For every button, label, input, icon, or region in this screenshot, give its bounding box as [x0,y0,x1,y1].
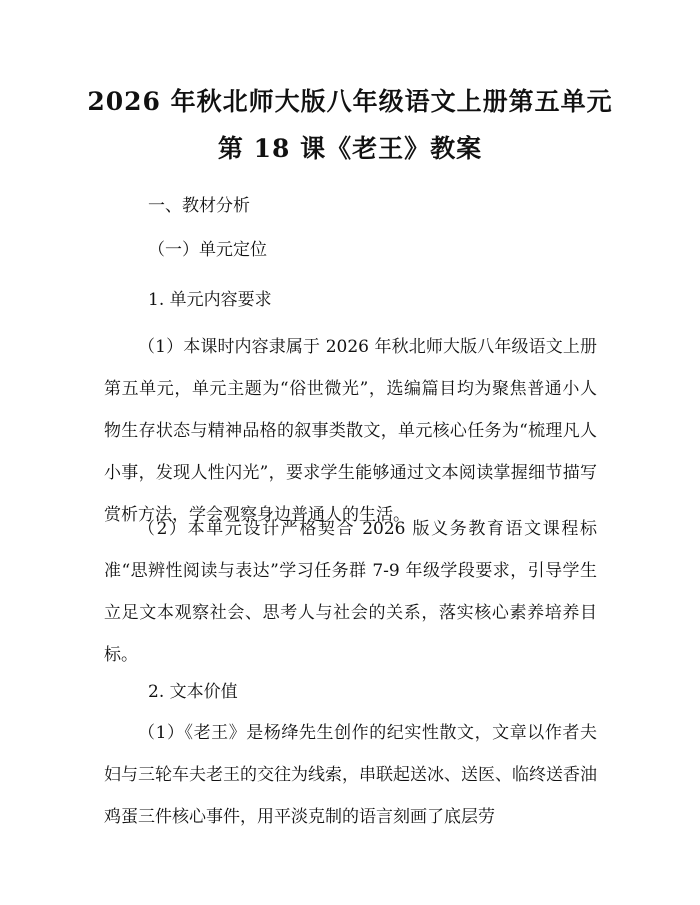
document-title-line-2: 第 18 课《老王》教案 [217,134,483,163]
item-heading-unit-content: 1. 单元内容要求 [148,290,272,310]
paragraph-text-value-1: （1）《老王》是杨绛先生创作的纪实性散文，文章以作者夫妇与三轮车夫老王的交往为线索，串联起送冰、送医、临终送香油鸡蛋三件核心事件，用平淡克制的语言刻画了底层劳 [104,723,597,827]
subsection-heading-unit-positioning: （一）单元定位 [148,240,267,260]
item-heading-text-value: 2. 文本价值 [148,682,238,702]
section-heading-textbook-analysis: 一、教材分析 [148,196,250,216]
paragraph-unit-content-1: （1）本课时内容隶属于 2026 年秋北师大版八年级语文上册第五单元，单元主题为“俗世微光”，选编篇目均为聚焦普通小人物生存状态与精神品格的叙事类散文，单元核心任务为“梳理凡人小事，发现人性闪光”，要求学生能够通过文本阅读掌握细节描写赏析方法，学会观察身边普通人的生活。 [104,337,597,525]
document-title-line-1: 2026 年秋北师大版八年级语文上册第五单元 [87,87,613,116]
paragraph-unit-content-2: （2）本单元设计严格契合 2026 版义务教育语文课程标准“思辨性阅读与表达”学习任务群 7-9 年级学段要求，引导学生立足文本观察社会、思考人与社会的关系，落实核心素养培养目标。 [104,519,597,665]
